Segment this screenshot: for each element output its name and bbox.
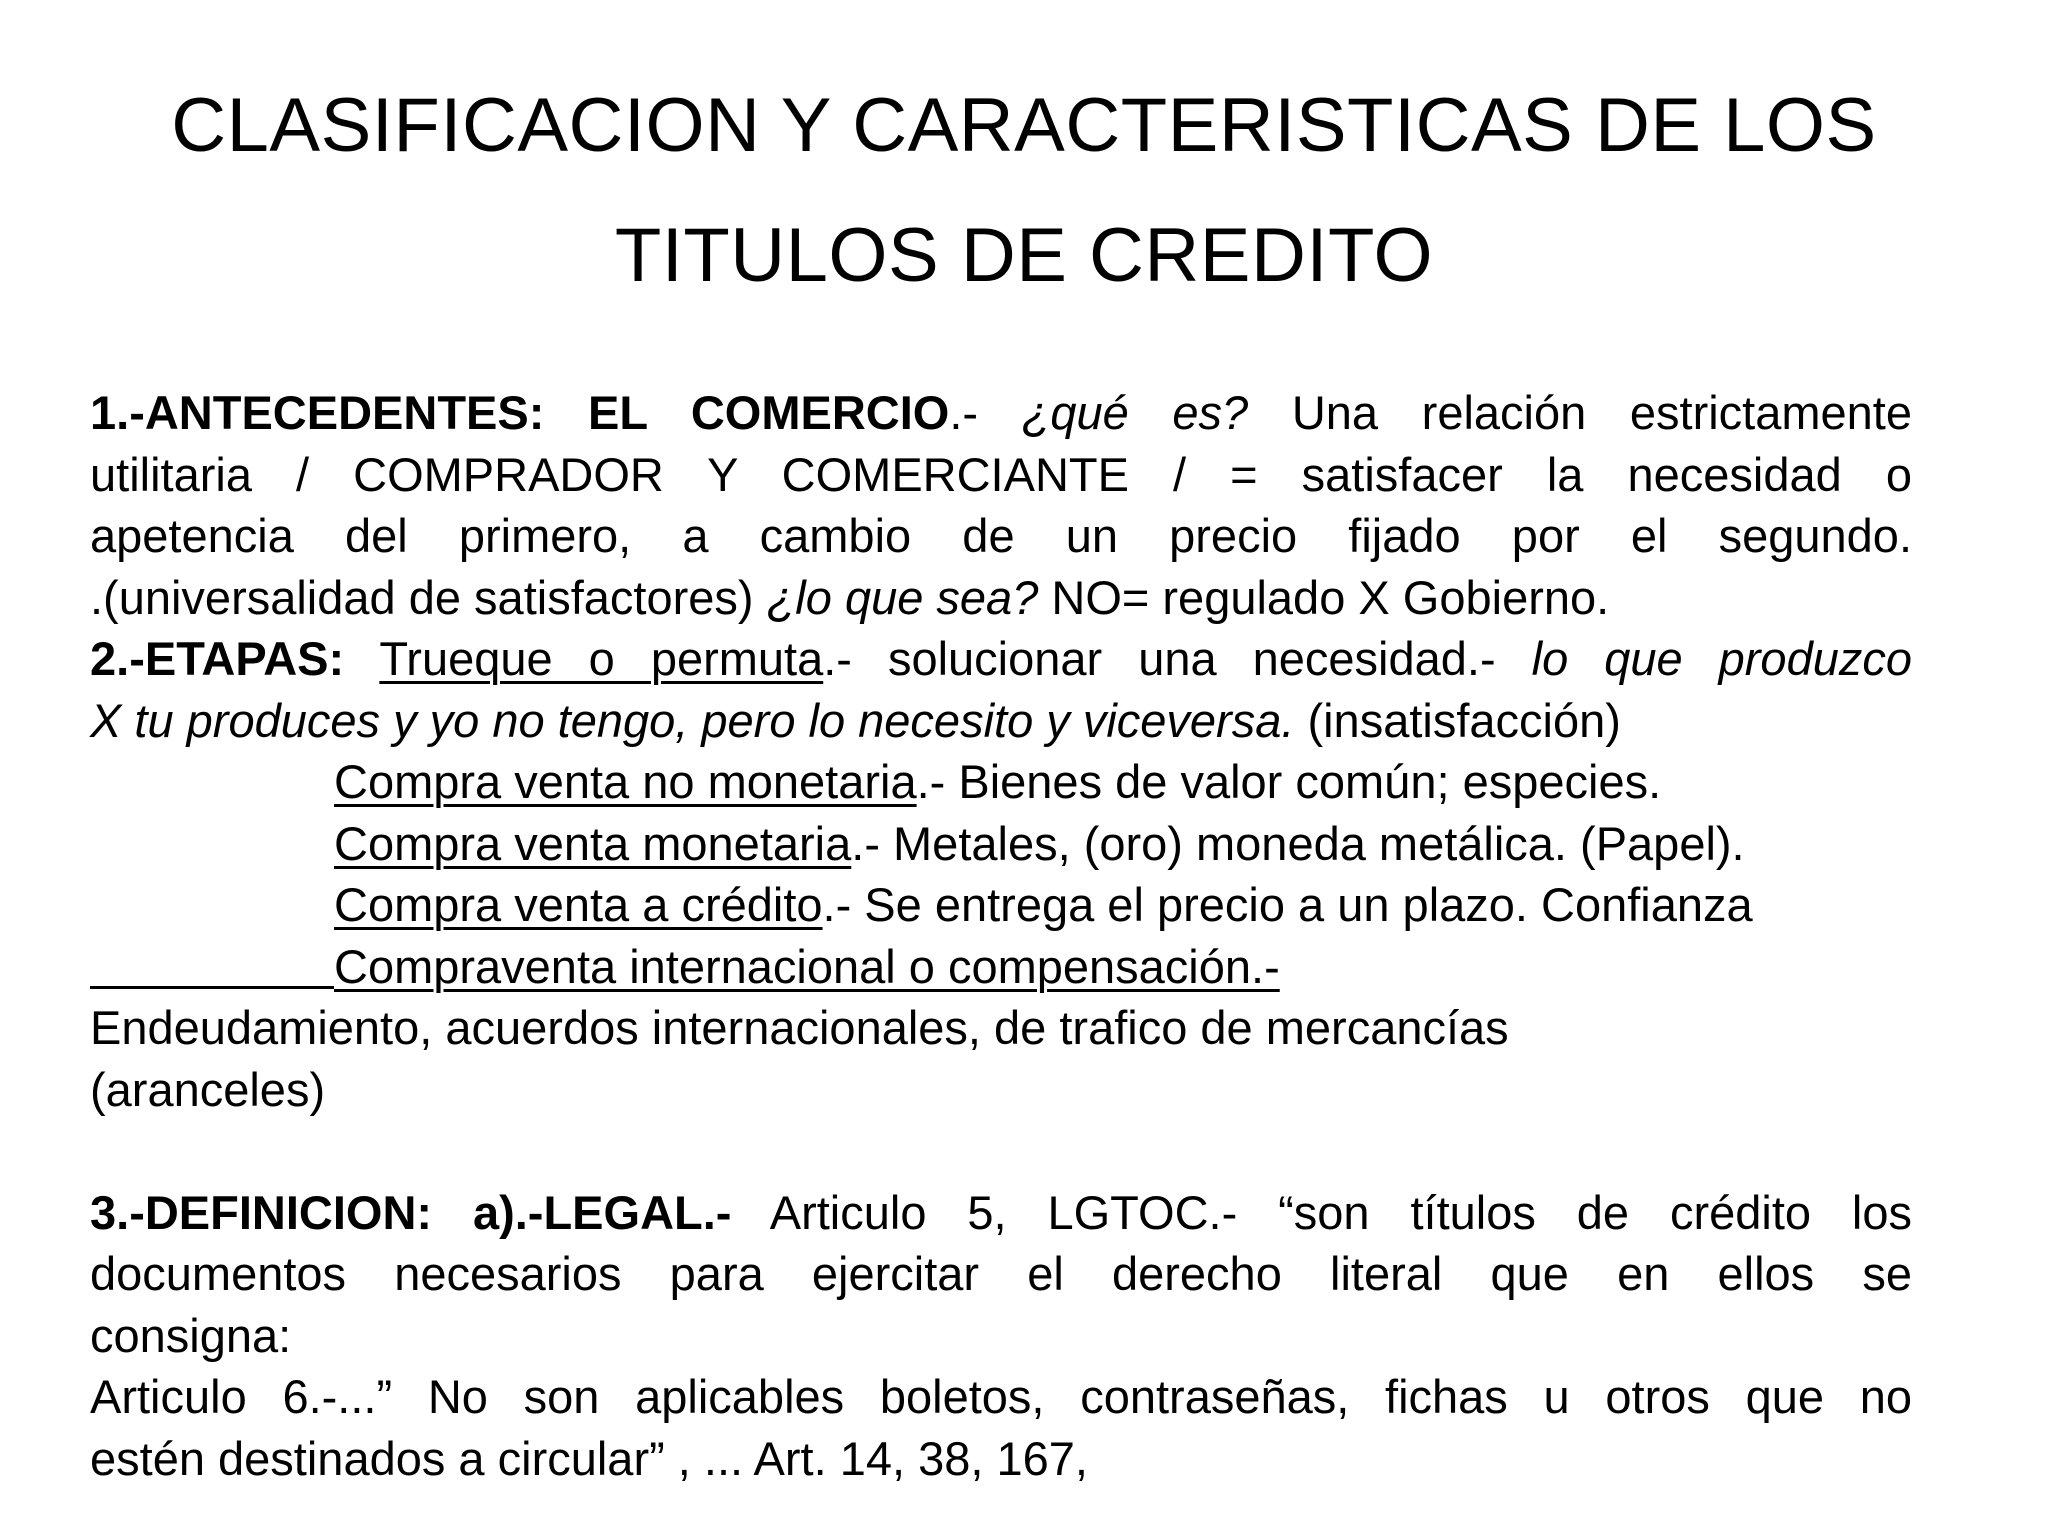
sec3-line-4: Articulo 6.-...” No son aplicables boletos, contraseñas, fichas u otros que no — [90, 1370, 1912, 1423]
slide-title-line-2: TITULOS DE CREDITO — [614, 213, 1434, 298]
slide-title-line-1: CLASIFICACION Y CARACTERISTICAS DE LOS — [171, 83, 1877, 168]
sec2-item-4 — [90, 936, 1912, 998]
underline-rule — [90, 985, 334, 989]
sec2-item-3 — [90, 874, 1912, 936]
sec2-item-1-desc: .- Bienes de valor común; especies. — [916, 755, 1662, 808]
sec2-intl-line-2: (aranceles) — [90, 1062, 326, 1116]
sec2-item-4-label: Compraventa internacional o compensación.- — [334, 939, 1280, 993]
sec1-line-1-rest: Una relación estrictamente — [1248, 386, 1912, 439]
sec2-trueque-label: Trueque o permuta — [379, 632, 824, 685]
slide-body — [90, 382, 1912, 1489]
sec2-item-1-label: Compra venta no monetaria — [334, 755, 917, 808]
sec2-heading: 2.-ETAPAS: — [90, 632, 345, 685]
sec3-line-2: documentos necesarios para ejercitar el derecho literal que en ellos se — [90, 1247, 1912, 1300]
sec1-line-4-italic: ¿lo que sea? — [766, 570, 1039, 624]
sec1-line-3: apetencia del primero, a cambio de un precio fijado por el segundo. — [90, 509, 1912, 562]
sec2-item-3-label: Compra venta a crédito — [334, 878, 823, 931]
sec1-line-4 — [90, 567, 1912, 629]
sec1-line-2: utilitaria / COMPRADOR Y COMERCIANTE / = satisfacer la necesidad o — [90, 447, 1912, 501]
sec2-item-2-desc: .- Metales, (oro) moneda metálica. (Papel). — [851, 816, 1745, 870]
sec3-line-1-rest: Articulo 5, LGTOC.- “son títulos de crédito los — [731, 1185, 1912, 1239]
sec1-question: ¿qué es? — [1021, 386, 1249, 439]
sec2-trueque-tail: (insatisfacción) — [1294, 693, 1621, 747]
sec2-line-1 — [90, 628, 1912, 690]
sec1-line-4-b: NO= regulado X Gobierno. — [1038, 570, 1610, 624]
sec3-line-1 — [90, 1182, 1912, 1244]
paragraph-gap — [90, 1120, 1912, 1182]
sec2-item-2 — [90, 813, 1912, 875]
sec1-heading: 1.-ANTECEDENTES: EL COMERCIO — [90, 386, 950, 439]
sec2-trueque-italic-2: X tu produces y yo no tengo, pero lo necesito y viceversa. — [90, 693, 1295, 747]
sec2-intl-line-1: Endeudamiento, acuerdos internacionales, de trafico de mercancías — [90, 1001, 1509, 1054]
sec3-heading: 3.-DEFINICION: a).-LEGAL.- — [90, 1185, 732, 1239]
sec2-item-1 — [90, 751, 1912, 813]
sec2-item-2-label: Compra venta monetaria — [334, 816, 852, 870]
sec2-line-2 — [90, 690, 1912, 752]
sec2-item-3-desc: .- Se entrega el precio a un plazo. Confianza — [822, 878, 1753, 931]
sec1-line-1 — [90, 382, 1912, 444]
sec1-line-4-a: .(universalidad de satisfactores) — [90, 570, 767, 624]
sec2-trueque-italic-1: lo que produzco — [1531, 632, 1912, 685]
sec2-trueque-desc: .- solucionar una necesidad.- — [823, 632, 1532, 685]
sec3-line-5: estén destinados a circular” , ... Art. 14, 38, 167, — [90, 1431, 1088, 1485]
sec1-separator: .- — [949, 386, 1022, 439]
sec3-line-3: consigna: — [90, 1308, 292, 1362]
